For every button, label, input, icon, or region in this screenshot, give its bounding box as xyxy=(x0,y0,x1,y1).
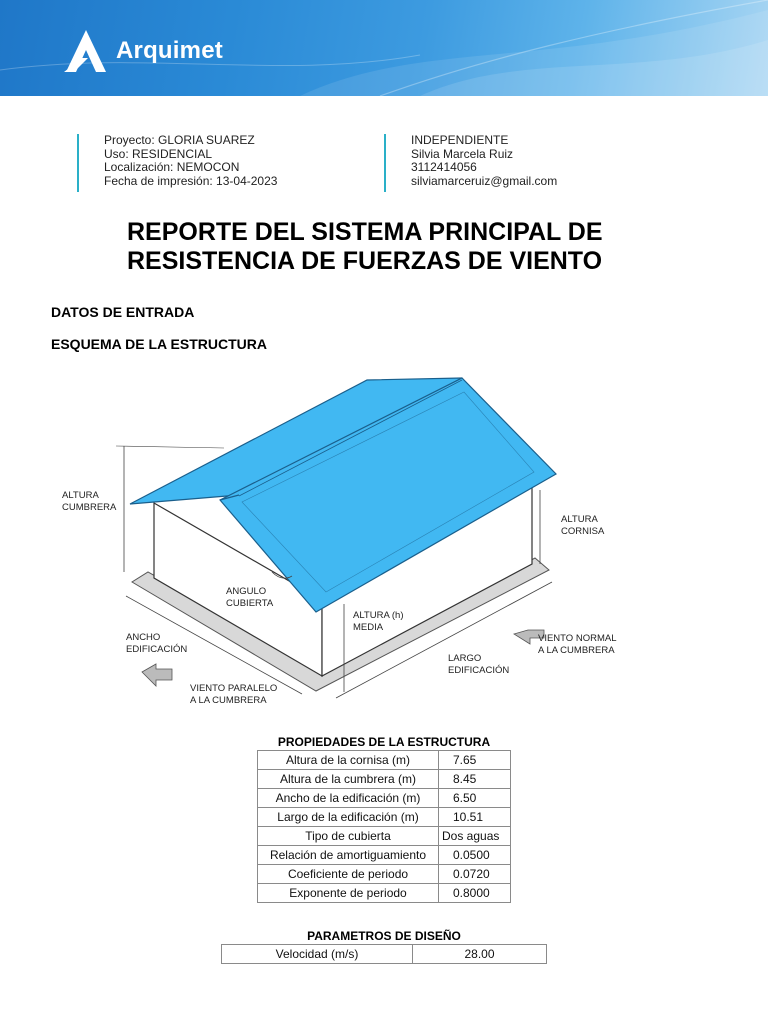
property-value: Dos aguas xyxy=(439,827,511,846)
divider-line-left xyxy=(77,134,79,192)
property-value: 7.65 xyxy=(439,751,511,770)
project-use: Uso: RESIDENCIAL xyxy=(104,146,213,161)
wind-parallel-arrow xyxy=(142,664,172,686)
label-largo-1: LARGO xyxy=(448,653,482,664)
project-info xyxy=(104,134,277,188)
contact-email: silviamarceruiz@gmail.com xyxy=(411,173,558,188)
table-row xyxy=(258,827,511,846)
table-row xyxy=(258,770,511,789)
structure-diagram xyxy=(44,368,644,718)
property-label: Altura de la cornisa (m) xyxy=(258,751,439,770)
header-banner xyxy=(0,0,768,96)
properties-table-title: PROPIEDADES DE LA ESTRUCTURA xyxy=(277,735,491,749)
brand-name: Arquimet xyxy=(116,37,223,64)
property-label: Tipo de cubierta xyxy=(258,827,439,846)
property-value: 0.0720 xyxy=(439,865,511,884)
property-value: 0.0500 xyxy=(439,846,511,865)
label-altura-media-2: MEDIA xyxy=(353,622,384,633)
label-angulo-cubierta-1: ANGULO xyxy=(226,586,267,597)
table-row xyxy=(258,808,511,827)
label-largo-2: EDIFICACIÓN xyxy=(448,665,510,676)
label-viento-paralelo-2: A LA CUMBRERA xyxy=(190,695,267,706)
report-title-line2: RESISTENCIA DE FUERZAS DE VIENTO xyxy=(127,247,603,275)
label-viento-normal-2: A LA CUMBRERA xyxy=(538,645,615,656)
label-ancho-1: ANCHO xyxy=(126,632,161,643)
project-location: Localización: NEMOCON xyxy=(104,160,240,174)
property-label: Ancho de la edificación (m) xyxy=(258,789,439,808)
section-structure-scheme: ESQUEMA DE LA ESTRUCTURA xyxy=(51,336,267,352)
label-altura-cumbrera-1: ALTURA xyxy=(62,490,99,501)
table-row xyxy=(258,865,511,884)
table-row xyxy=(258,751,511,770)
label-altura-cumbrera-2: CUMBRERA xyxy=(62,502,117,513)
property-label: Coeficiente de periodo xyxy=(258,865,439,884)
table-row xyxy=(258,789,511,808)
label-viento-paralelo-1: VIENTO PARALELO xyxy=(190,683,278,694)
table-row xyxy=(222,945,547,964)
contact-type: INDEPENDIENTE xyxy=(411,133,509,147)
property-value: 6.50 xyxy=(439,789,511,808)
label-ancho-2: EDIFICACIÓN xyxy=(126,644,188,655)
properties-table xyxy=(257,750,511,903)
property-value: 8.45 xyxy=(439,770,511,789)
label-viento-normal-1: VIENTO NORMAL xyxy=(538,633,617,644)
property-value: 0.8000 xyxy=(439,884,511,903)
property-value: 10.51 xyxy=(439,808,511,827)
property-label: Exponente de periodo xyxy=(258,884,439,903)
brand-logo xyxy=(62,28,223,74)
table-row xyxy=(258,846,511,865)
print-date: Fecha de impresión: 13-04-2023 xyxy=(104,173,278,188)
divider-line-right xyxy=(384,134,386,192)
label-altura-cornisa-1: ALTURA xyxy=(561,514,598,525)
section-input-data: DATOS DE ENTRADA xyxy=(51,304,195,320)
report-title-line1: REPORTE DEL SISTEMA PRINCIPAL DE xyxy=(127,218,603,246)
label-altura-cornisa-2: CORNISA xyxy=(561,526,605,537)
label-altura-media-1: ALTURA (h) xyxy=(353,610,404,621)
project-name: Proyecto: GLORIA SUAREZ xyxy=(104,133,255,147)
design-value: 28.00 xyxy=(413,945,547,964)
table-row xyxy=(258,884,511,903)
contact-name: Silvia Marcela Ruiz xyxy=(411,146,514,161)
label-angulo-cubierta-2: CUBIERTA xyxy=(226,598,274,609)
contact-phone: 3112414056 xyxy=(411,160,477,174)
design-table-title: PARAMETROS DE DISEÑO xyxy=(307,929,461,943)
property-label: Largo de la edificación (m) xyxy=(258,808,439,827)
property-label: Relación de amortiguamiento xyxy=(258,846,439,865)
contact-info xyxy=(411,134,557,188)
design-label: Velocidad (m/s) xyxy=(222,945,413,964)
report-title xyxy=(127,218,687,276)
property-label: Altura de la cumbrera (m) xyxy=(258,770,439,789)
arquimet-logo-icon xyxy=(62,28,110,74)
design-table xyxy=(221,944,547,964)
